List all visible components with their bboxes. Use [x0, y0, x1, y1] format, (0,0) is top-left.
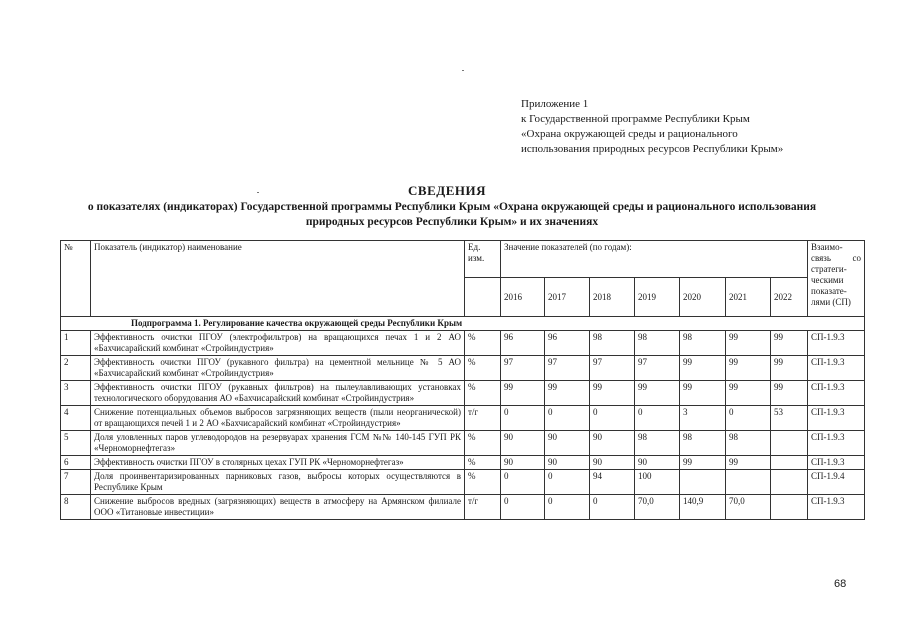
row-unit: % [465, 470, 501, 495]
row-no: 5 [61, 431, 91, 456]
document-title: СВЕДЕНИЯ [408, 183, 486, 198]
table-row [61, 381, 865, 406]
row-strategy: СП-1.9.3 [808, 381, 865, 406]
indicators-table [60, 240, 865, 520]
year-2018: 2018 [590, 278, 635, 317]
row-value: 90 [590, 456, 635, 470]
row-value [771, 495, 808, 520]
row-unit: т/г [465, 406, 501, 431]
row-indicator: Эффективность очистки ПГОУ (электрофильтров) на вращающихся печах 1 и 2 АО «Бахчисарайский комбинат «Стройиндустрия» [91, 331, 465, 356]
row-value: 98 [590, 331, 635, 356]
row-value: 96 [501, 331, 545, 356]
row-indicator: Эффективность очистки ПГОУ (рукавного фильтра) на цементной мельнице № 5 АО «Бахчисарайский комбинат «Стройиндустрия» [91, 356, 465, 381]
row-value: 98 [680, 331, 726, 356]
appendix-line-4: использования природных ресурсов Республики Крым» [521, 143, 784, 155]
row-strategy: СП-1.9.3 [808, 356, 865, 381]
scan-speck [462, 70, 464, 71]
row-strategy: СП-1.9.3 [808, 456, 865, 470]
row-value [726, 470, 771, 495]
row-strategy: СП-1.9.3 [808, 406, 865, 431]
row-unit: % [465, 356, 501, 381]
row-value: 0 [726, 406, 771, 431]
row-value: 0 [590, 495, 635, 520]
row-value: 94 [590, 470, 635, 495]
row-value: 70,0 [635, 495, 680, 520]
row-value: 0 [545, 470, 590, 495]
row-value: 99 [501, 381, 545, 406]
row-value: 99 [726, 331, 771, 356]
table-row [61, 431, 865, 456]
year-2017: 2017 [545, 278, 590, 317]
header-unit-cont [465, 278, 501, 317]
page-number: 68 [834, 578, 847, 590]
row-indicator: Снижение потенциальных объемов выбросов загрязняющих веществ (пыли неорганической) от вращающихся печей 1 и 2 АО «Бахчисарайский комбинат «Стройиндустрия» [91, 406, 465, 431]
year-2016: 2016 [501, 278, 545, 317]
row-no: 4 [61, 406, 91, 431]
scan-speck [257, 192, 259, 193]
row-unit: % [465, 456, 501, 470]
header-unit: Ед. изм. [465, 241, 501, 278]
row-value: 96 [545, 331, 590, 356]
row-value: 99 [726, 381, 771, 406]
row-indicator: Снижение выбросов вредных (загрязняющих) веществ в атмосферу на Армянском филиале ООО «Титановые инвестиции» [91, 495, 465, 520]
row-no: 3 [61, 381, 91, 406]
appendix-note [521, 97, 783, 157]
appendix-line-1: Приложение 1 [521, 98, 589, 110]
year-2022: 2022 [771, 278, 808, 317]
row-value [771, 470, 808, 495]
row-strategy: СП-1.9.3 [808, 495, 865, 520]
table-row [61, 331, 865, 356]
header-strategy: Взаимо-связь со стратеги-ческими показате-лями (СП) [808, 241, 865, 317]
row-value [771, 431, 808, 456]
document-subtitle: о показателях (индикаторах) Государственной программы Республики Крым «Охрана окружающей среды и рационального использования природных ресурсов Республики Крым» и их значениях [87, 201, 817, 228]
row-unit: т/г [465, 495, 501, 520]
row-value: 99 [771, 356, 808, 381]
year-2021: 2021 [726, 278, 771, 317]
document-heading [0, 183, 904, 230]
header-values: Значение показателей (по годам): [501, 241, 808, 278]
row-value: 90 [545, 431, 590, 456]
row-value: 0 [545, 495, 590, 520]
row-value: 97 [501, 356, 545, 381]
row-value [680, 470, 726, 495]
row-value: 99 [726, 356, 771, 381]
row-value: 90 [590, 431, 635, 456]
year-2020: 2020 [680, 278, 726, 317]
row-value: 99 [771, 381, 808, 406]
row-value: 98 [726, 431, 771, 456]
row-value: 98 [635, 331, 680, 356]
row-value: 98 [680, 431, 726, 456]
header-indicator: Показатель (индикатор) наименование [91, 241, 465, 317]
row-value: 100 [635, 470, 680, 495]
row-value: 90 [635, 456, 680, 470]
row-value: 0 [501, 495, 545, 520]
appendix-line-3: «Охрана окружающей среды и рационального [521, 128, 738, 140]
row-indicator: Доля проинвентаризированных парниковых газов, выбросы которых осуществляются в Республике Крым [91, 470, 465, 495]
row-no: 2 [61, 356, 91, 381]
row-strategy: СП-1.9.4 [808, 470, 865, 495]
row-value: 97 [635, 356, 680, 381]
row-value: 99 [771, 331, 808, 356]
row-value: 99 [680, 356, 726, 381]
row-value: 140,9 [680, 495, 726, 520]
appendix-line-2: к Государственной программе Республики Крым [521, 113, 750, 125]
table-row [61, 470, 865, 495]
table-row [61, 406, 865, 431]
table-row [61, 356, 865, 381]
table-row [61, 456, 865, 470]
row-indicator: Эффективность очистки ПГОУ (рукавных фильтров) на пылеулавливающих установках технологического оборудования АО «Бахчисарайский комбинат «Стройиндустрия» [91, 381, 465, 406]
row-indicator: Эффективность очистки ПГОУ в столярных цехах ГУП РК «Черноморнефтегаз» [91, 456, 465, 470]
row-value: 0 [635, 406, 680, 431]
row-value: 53 [771, 406, 808, 431]
row-indicator: Доля уловленных паров углеводородов на резервуарах хранения ГСМ №№ 140-145 ГУП РК «Черноморнефтегаз» [91, 431, 465, 456]
header-no: № [61, 241, 91, 317]
row-value: 0 [545, 406, 590, 431]
row-unit: % [465, 331, 501, 356]
row-no: 7 [61, 470, 91, 495]
row-value: 99 [680, 381, 726, 406]
row-value: 99 [680, 456, 726, 470]
row-value: 98 [635, 431, 680, 456]
section-title: Подпрограмма 1. Регулирование качества окружающей среды Республики Крым [61, 317, 865, 331]
row-no: 1 [61, 331, 91, 356]
row-value: 70,0 [726, 495, 771, 520]
table-row [61, 495, 865, 520]
row-value: 97 [590, 356, 635, 381]
row-value: 3 [680, 406, 726, 431]
row-no: 8 [61, 495, 91, 520]
year-2019: 2019 [635, 278, 680, 317]
row-value: 0 [501, 406, 545, 431]
section-row [61, 317, 865, 331]
row-unit: % [465, 431, 501, 456]
row-value: 99 [545, 381, 590, 406]
row-no: 6 [61, 456, 91, 470]
row-value: 99 [590, 381, 635, 406]
row-value: 90 [501, 456, 545, 470]
row-strategy: СП-1.9.3 [808, 331, 865, 356]
row-value: 0 [501, 470, 545, 495]
row-unit: % [465, 381, 501, 406]
row-value: 99 [635, 381, 680, 406]
row-value: 90 [545, 456, 590, 470]
row-value: 0 [590, 406, 635, 431]
row-value: 90 [501, 431, 545, 456]
row-strategy: СП-1.9.3 [808, 431, 865, 456]
row-value: 97 [545, 356, 590, 381]
row-value: 99 [726, 456, 771, 470]
row-value [771, 456, 808, 470]
